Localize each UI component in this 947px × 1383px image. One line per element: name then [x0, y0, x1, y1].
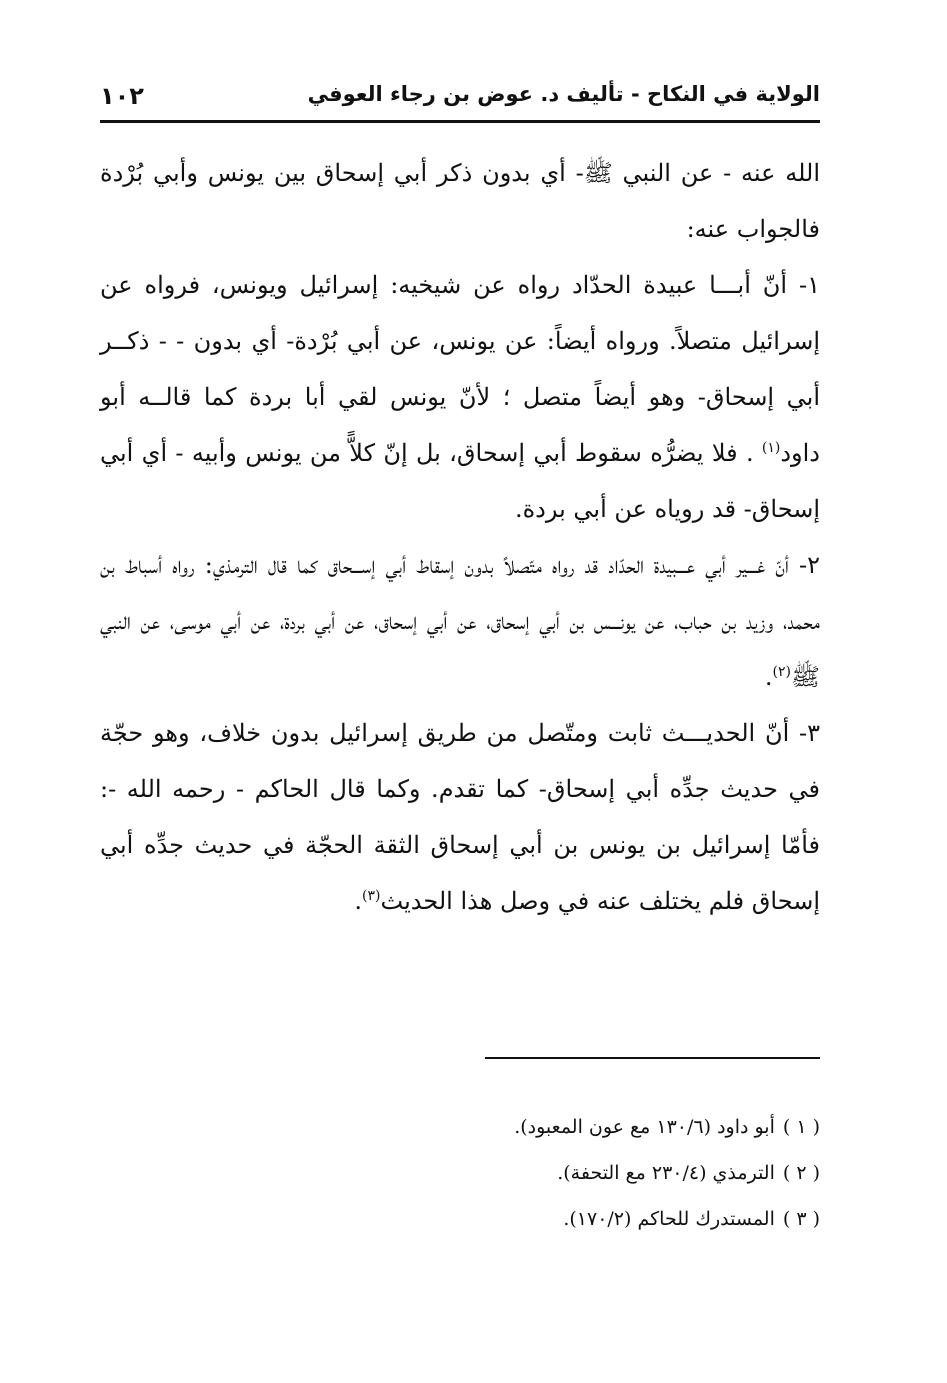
- point-1-text-b: . فلا يضرُّه سقوط أبي إسحاق، بل إنّ كلاًّ من يونس وأبيه - أي أبي إسحاق- قد روياه عن أبي بردة.: [100, 439, 820, 523]
- footnote-1: [100, 1104, 820, 1150]
- point-3-text-b: .: [354, 887, 363, 915]
- footnote-text: الترمذي (٢٣٠/٤ مع التحفة).: [557, 1162, 775, 1184]
- footnote-number: ( ٣ ): [782, 1208, 820, 1230]
- point-2-paragraph: [100, 537, 820, 705]
- footnote-3: [100, 1196, 820, 1242]
- footnote-divider: [485, 1057, 820, 1059]
- point-2-text-a: ٢- أنّ غـــير أبي عـــبيدة الحدّاد قد رواه متّصلاً بدون إسقاط أبي إســـحاق كما قال الترمذي: رواه أسباط بن محمد، وزيد بن حباب، عن يونـــس بن أبي إسحاق، عن أبي إسحاق، عن أبي بردة، عن أبي موسى، عن النبي ﷺ: [100, 551, 820, 691]
- footnote-number: ( ٢ ): [782, 1162, 820, 1184]
- footnotes-section: [100, 1104, 820, 1242]
- footnote-number: ( ١ ): [782, 1116, 820, 1138]
- footnote-text: أبو داود (١٣٠/٦ مع عون المعبود).: [514, 1116, 775, 1138]
- footnote-ref-3[interactable]: (٣): [362, 888, 381, 904]
- intro-paragraph: الله عنه - عن النبي ﷺ- أي بدون ذكر أبي إسحاق بين يونس وأبي بُرْدة فالجواب عنه:: [100, 159, 820, 243]
- running-title: الولاية في النكاح - تأليف د. عوض بن رجاء العوفي: [307, 82, 820, 106]
- page-number: ١٠٢: [100, 82, 144, 110]
- footnote-ref-1[interactable]: (١): [761, 440, 781, 456]
- point-3-paragraph: [100, 705, 820, 929]
- footnote-2: [100, 1150, 820, 1196]
- point-1-paragraph: [100, 257, 820, 537]
- footnote-text: المستدرك للحاكم (١٧٠/٢).: [563, 1208, 775, 1230]
- point-1-text-a: ١- أنّ أبـــا عبيدة الحدّاد رواه عن شيخيه: إسرائيل ويونس، فرواه عن إسرائيل متصلاً. ورواه أيضاً: عن يونس، عن أبي بُرْدة- أي بدون - - ذكــر أبي إسحاق- وهو أيضاً متصل ؛ لأنّ يونس لقي أبا بردة كما قالــه أبو داود: [100, 271, 821, 467]
- header-divider: [100, 120, 820, 123]
- point-3-text-a: ٣- أنّ الحديـــث ثابت ومتّصل من طريق إسرائيل بدون خلاف، وهو حجّة في حديث جدِّه أبي إسحاق- كما تقدم. وكما قال الحاكم - رحمه الله -: فأمّا إسرائيل بن يونس بن أبي إسحاق الثقة الحجّة في حديث جدِّه أبي إسحاق فلم يختلف عنه في وصل هذا الحديث: [100, 719, 820, 915]
- main-text: [100, 145, 820, 929]
- footnote-ref-2[interactable]: (٢): [772, 664, 791, 680]
- page-header: [100, 78, 820, 122]
- point-2-text-b: .: [764, 663, 773, 691]
